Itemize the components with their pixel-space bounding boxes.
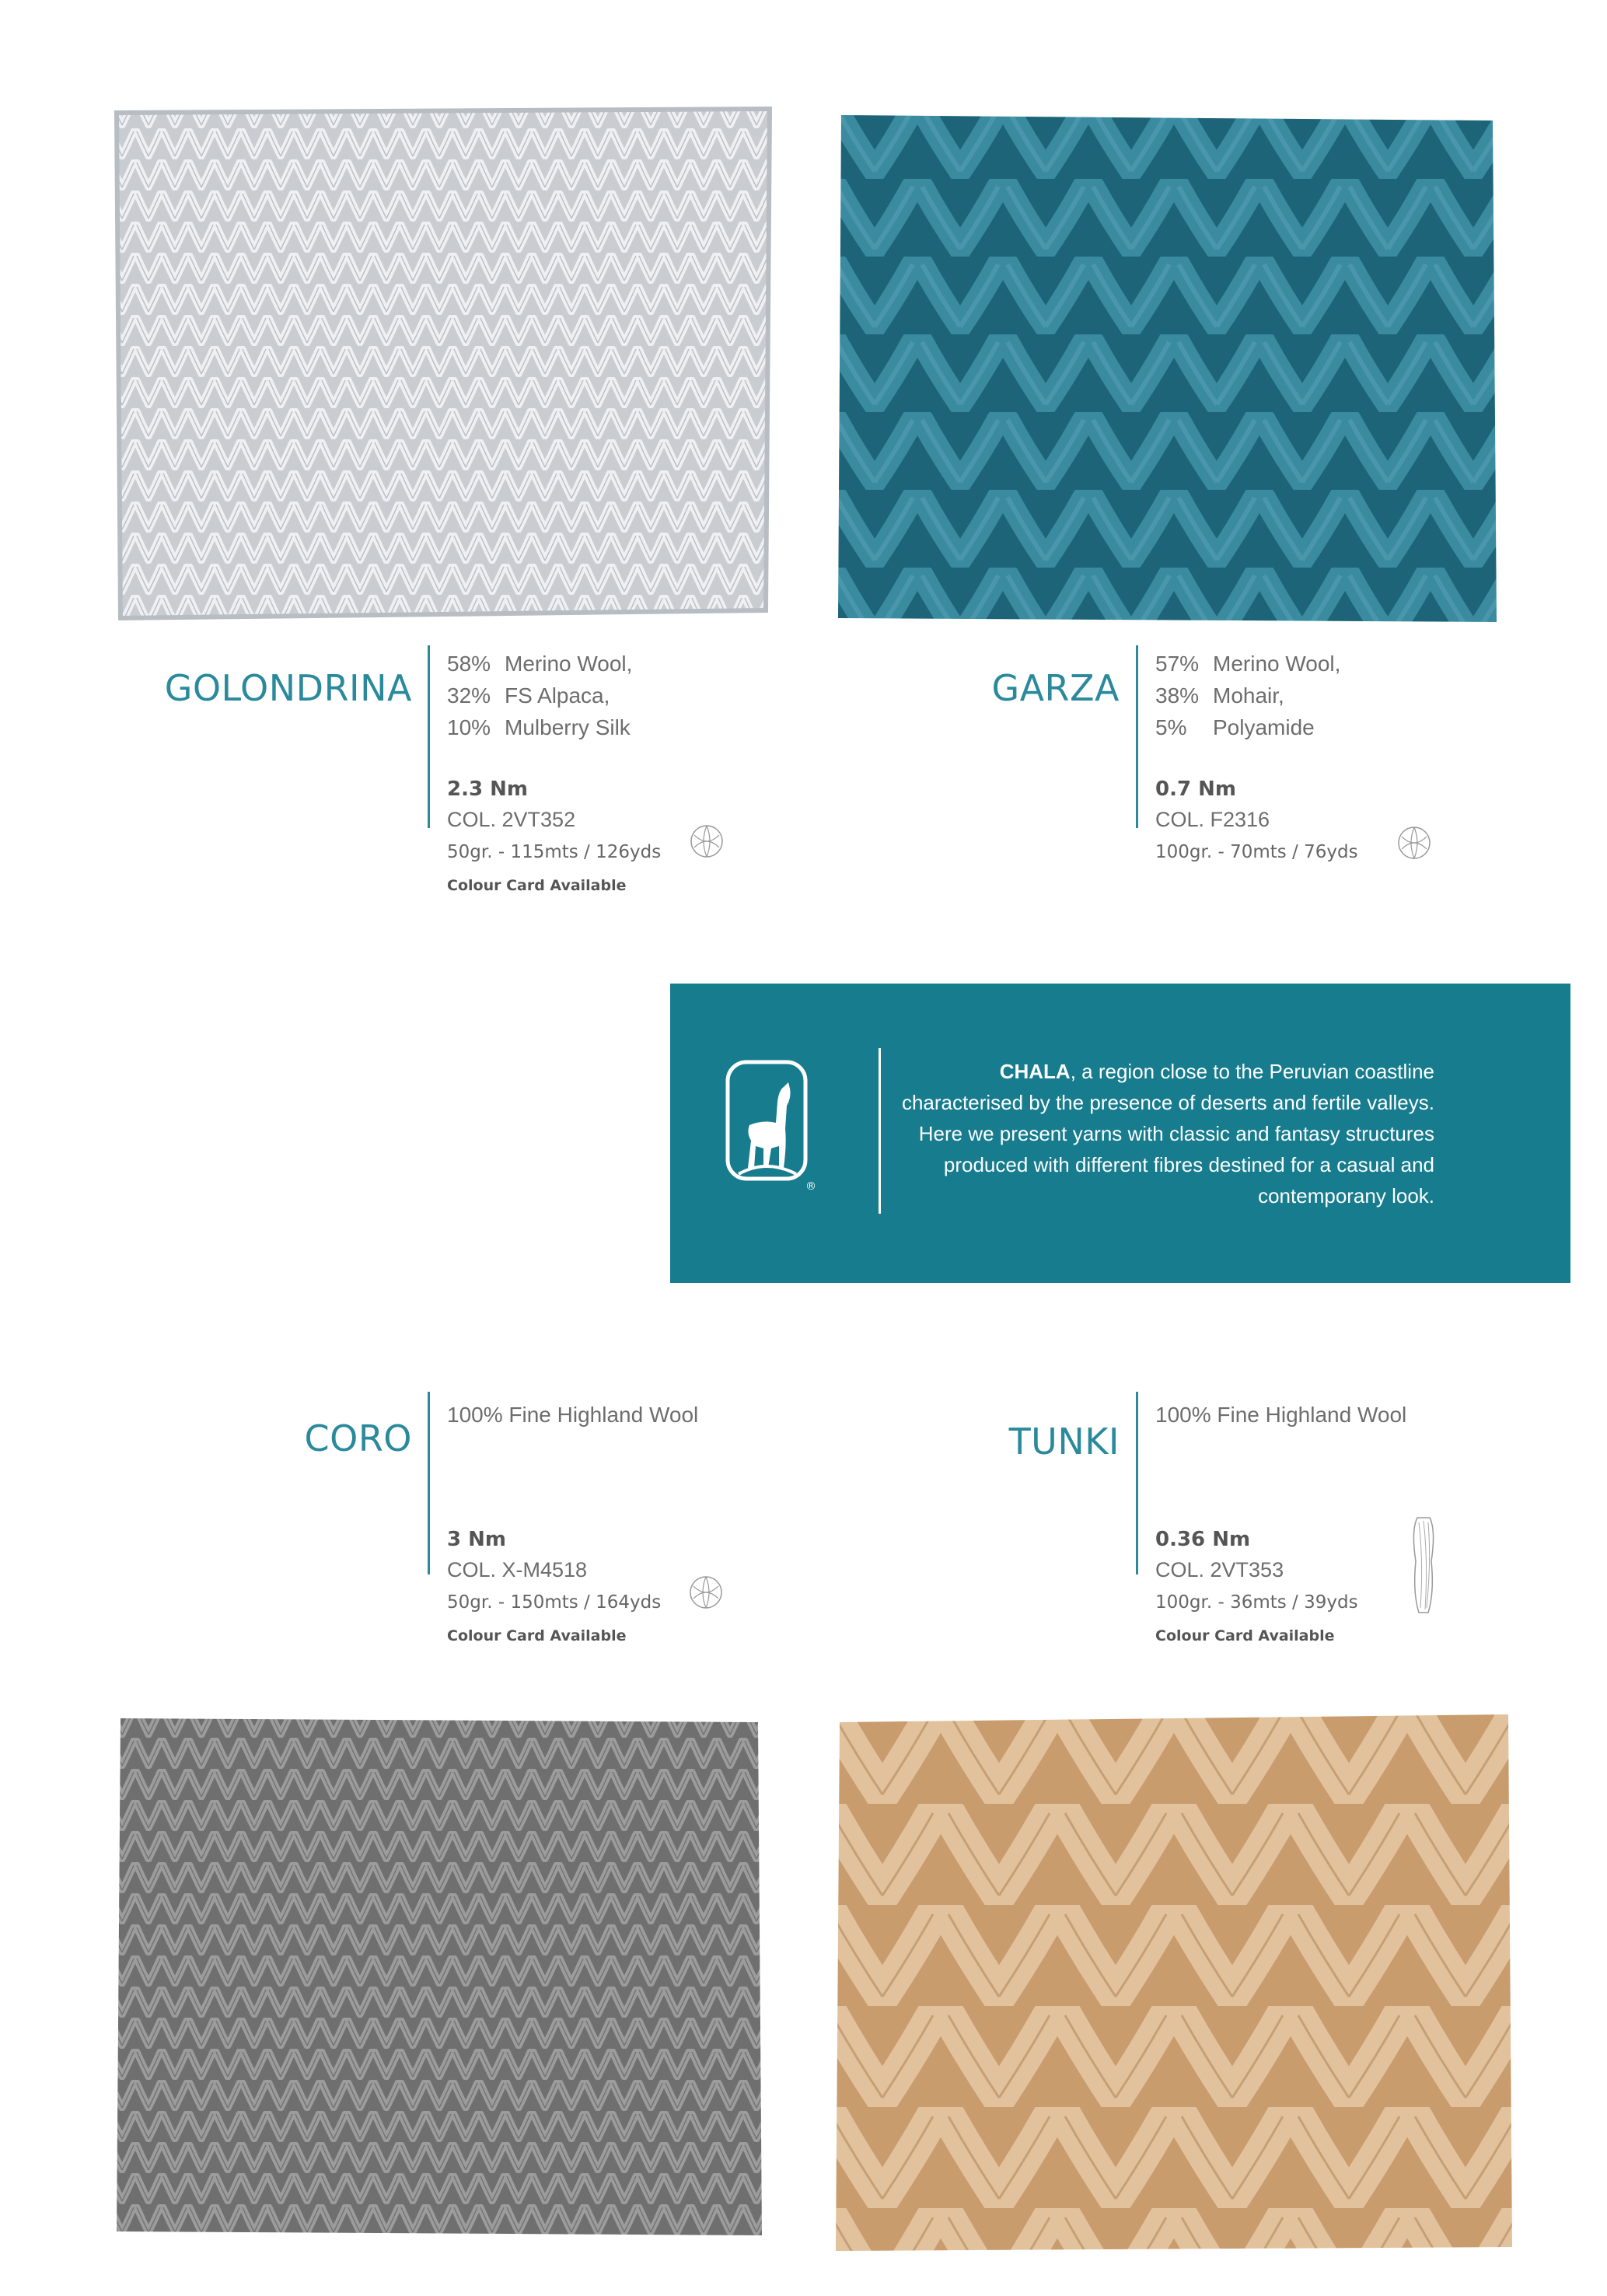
coro-nm: 3 Nm bbox=[447, 1528, 506, 1551]
tunki-col: COL. 2VT353 bbox=[1155, 1558, 1284, 1581]
banner-divider bbox=[879, 1048, 881, 1214]
golondrina-composition bbox=[447, 648, 632, 743]
tunki-knit-svg bbox=[824, 1703, 1524, 2263]
tunki-weight: 100gr. - 36mts / 39yds bbox=[1155, 1592, 1358, 1613]
coro-name: CORO bbox=[304, 1417, 412, 1459]
composition-row: 57% Merino Wool, bbox=[1155, 652, 1341, 676]
composition-row: 38% Mohair, bbox=[1155, 683, 1284, 708]
garza-name: GARZA bbox=[991, 667, 1120, 709]
ball-icon bbox=[689, 1575, 723, 1609]
tunki-divider bbox=[1136, 1392, 1138, 1574]
composition-row: 32% FS Alpaca, bbox=[447, 683, 610, 708]
golondrina-name: GOLONDRINA bbox=[164, 667, 412, 709]
golondrina-swatch-image bbox=[109, 97, 777, 626]
registered-mark: ® bbox=[805, 1180, 816, 1193]
tunki-name: TUNKI bbox=[1008, 1421, 1120, 1463]
coro-knit-svg bbox=[109, 1707, 770, 2243]
composition-row: 10% Mulberry Silk bbox=[447, 715, 631, 739]
garza-knit-svg bbox=[832, 101, 1500, 638]
region-description: , a region close to the Peruvian coastline characterised by the presence of deserts and fertile valleys. Here we present yarns with classic and fantasy structures produced with different fibres destined for a casual and contemporany look. bbox=[901, 1060, 1434, 1207]
garza-col: COL. F2316 bbox=[1155, 808, 1270, 831]
tunki-nm: 0.36 Nm bbox=[1155, 1528, 1251, 1551]
golondrina-col: COL. 2VT352 bbox=[447, 808, 576, 831]
composition-row: 5% Polyamide bbox=[1155, 715, 1315, 739]
chala-banner bbox=[670, 984, 1570, 1283]
coro-col: COL. X-M4518 bbox=[447, 1558, 588, 1581]
composition-row: 100% Fine Highland Wool bbox=[447, 1403, 699, 1427]
banner-description bbox=[890, 1056, 1434, 1211]
coro-composition bbox=[447, 1399, 698, 1431]
coro-weight: 50gr. - 150mts / 164yds bbox=[447, 1592, 662, 1613]
golondrina-knit-svg bbox=[109, 97, 777, 626]
region-name: CHALA bbox=[999, 1060, 1071, 1083]
golondrina-colour-card: Colour Card Available bbox=[447, 877, 627, 894]
coro-swatch-image bbox=[109, 1707, 770, 2243]
coro-divider bbox=[428, 1392, 430, 1574]
garza-divider bbox=[1136, 645, 1138, 828]
composition-row: 58% Merino Wool, bbox=[447, 652, 633, 676]
garza-swatch-image bbox=[832, 101, 1500, 638]
golondrina-divider bbox=[428, 645, 430, 828]
tunki-colour-card: Colour Card Available bbox=[1155, 1627, 1335, 1644]
hank-icon bbox=[1410, 1515, 1438, 1616]
golondrina-weight: 50gr. - 115mts / 126yds bbox=[447, 842, 662, 862]
golondrina-nm: 2.3 Nm bbox=[447, 778, 528, 801]
tunki-swatch-image bbox=[824, 1703, 1524, 2263]
ball-icon bbox=[1397, 826, 1431, 860]
tunki-composition bbox=[1155, 1399, 1406, 1431]
composition-row: 100% Fine Highland Wool bbox=[1155, 1403, 1407, 1427]
garza-nm: 0.7 Nm bbox=[1155, 778, 1236, 801]
coro-colour-card: Colour Card Available bbox=[447, 1627, 627, 1644]
garza-composition bbox=[1155, 648, 1340, 743]
garza-weight: 100gr. - 70mts / 76yds bbox=[1155, 842, 1358, 862]
alpaca-logo bbox=[725, 1059, 816, 1193]
ball-icon bbox=[690, 824, 724, 858]
